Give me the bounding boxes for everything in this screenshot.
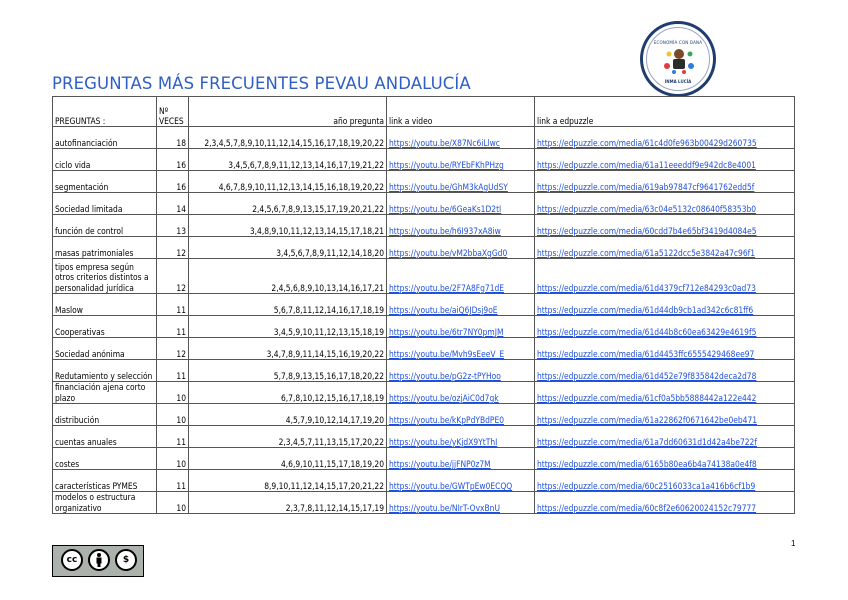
edpuzzle-link[interactable]: https://edpuzzle.com/media/61cf0a5bb5888442a122e442 [535, 382, 795, 404]
video-link[interactable]: https://youtu.be/6GeaKs1D2tI [387, 193, 535, 215]
logo-ring [646, 27, 710, 91]
years-cell: 2,3,4,5,7,8,9,10,11,12,14,15,16,17,18,19,20,22 [189, 127, 387, 149]
header-count-line2: VECES [159, 116, 184, 126]
header-count [157, 97, 189, 127]
edpuzzle-link[interactable]: https://edpuzzle.com/media/63c04e5132c08640f58353b0 [535, 193, 795, 215]
years-cell: 5,7,8,9,13,15,16,17,18,20,22 [189, 360, 387, 382]
video-link[interactable]: https://youtu.be/yKjdX9YtThI [387, 426, 535, 448]
question-cell: distribución [53, 404, 157, 426]
edpuzzle-link[interactable]: https://edpuzzle.com/media/61d4453ffc6555429468ee97 [535, 338, 795, 360]
table-row [53, 149, 795, 171]
question-cell: autofinanciación [53, 127, 157, 149]
table-row [53, 193, 795, 215]
years-cell: 5,6,7,8,11,12,14,16,17,18,19 [189, 294, 387, 316]
table-row [53, 382, 795, 404]
years-cell: 3,4,5,6,7,8,9,11,12,14,18,20 [189, 237, 387, 259]
table-row [53, 404, 795, 426]
count-cell: 11 [157, 426, 189, 448]
count-cell: 12 [157, 237, 189, 259]
count-cell: 11 [157, 470, 189, 492]
question-cell: Cooperativas [53, 316, 157, 338]
video-link[interactable]: https://youtu.be/Mvh9sEeeV_E [387, 338, 535, 360]
video-link[interactable]: https://youtu.be/6tr7NY0pmJM [387, 316, 535, 338]
question-cell: Sociedad anónima [53, 338, 157, 360]
table-header-row [53, 97, 795, 127]
video-link[interactable]: https://youtu.be/aiQ6JDsj9oE [387, 294, 535, 316]
edpuzzle-link[interactable]: https://edpuzzle.com/media/6165b80ea6b4a74138a0e4f8 [535, 448, 795, 470]
question-cell: características PYMES [53, 470, 157, 492]
video-link[interactable]: https://youtu.be/ozjAiC0d7gk [387, 382, 535, 404]
question-cell: financiación ajena corto plazo [53, 382, 157, 404]
video-link[interactable]: https://youtu.be/GWTpEw0ECQQ [387, 470, 535, 492]
question-cell: ciclo vida [53, 149, 157, 171]
edpuzzle-link[interactable]: https://edpuzzle.com/media/60c8f2e60620024152c79777 [535, 492, 795, 514]
edpuzzle-link[interactable]: https://edpuzzle.com/media/619ab97847cf9641762edd5f [535, 171, 795, 193]
years-cell: 4,6,7,8,9,10,11,12,13,14,15,16,18,19,20,22 [189, 171, 387, 193]
video-link[interactable]: https://youtu.be/RYEbFKhPHzg [387, 149, 535, 171]
years-cell: 2,4,5,6,8,9,10,13,14,16,17,21 [189, 259, 387, 294]
count-cell: 16 [157, 171, 189, 193]
years-cell: 3,4,5,6,7,8,9,11,12,13,14,16,17,19,21,22 [189, 149, 387, 171]
table-row [53, 360, 795, 382]
count-cell: 12 [157, 259, 189, 294]
video-link[interactable]: https://youtu.be/GhM3kAgUdSY [387, 171, 535, 193]
edpuzzle-link[interactable]: https://edpuzzle.com/media/61d4379cf712e84293c0ad73 [535, 259, 795, 294]
noncommercial-icon: $ [115, 549, 137, 571]
edpuzzle-link[interactable]: https://edpuzzle.com/media/61d452e79f835842deca2d78 [535, 360, 795, 382]
edpuzzle-link[interactable]: https://edpuzzle.com/media/61a7dd60631d1d42a4be722f [535, 426, 795, 448]
table-row [53, 470, 795, 492]
logo-top-text: ECONOMÍA CON DANA [653, 40, 703, 45]
question-cell: cuentas anuales [53, 426, 157, 448]
question-cell: costes [53, 448, 157, 470]
video-link[interactable]: https://youtu.be/kKpPdYBdPE0 [387, 404, 535, 426]
years-cell: 8,9,10,11,12,14,15,17,20,21,22 [189, 470, 387, 492]
table-row [53, 294, 795, 316]
count-cell: 12 [157, 338, 189, 360]
count-cell: 13 [157, 215, 189, 237]
count-cell: 10 [157, 404, 189, 426]
page-number: 1 [791, 539, 796, 548]
count-cell: 11 [157, 316, 189, 338]
years-cell: 3,4,8,9,10,11,12,13,14,15,17,18,21 [189, 215, 387, 237]
count-cell: 18 [157, 127, 189, 149]
attribution-icon [88, 549, 110, 571]
years-cell: 3,4,5,9,10,11,12,13,15,18,19 [189, 316, 387, 338]
video-link[interactable]: https://youtu.be/NIrT-OvxBnU [387, 492, 535, 514]
count-cell: 10 [157, 448, 189, 470]
years-cell: 6,7,8,10,12,15,16,17,18,19 [189, 382, 387, 404]
video-link[interactable]: https://youtu.be/X87Nc6iLlwc [387, 127, 535, 149]
table-row [53, 127, 795, 149]
header-edpuzzle: link a edpuzzle [535, 97, 795, 127]
table-row [53, 448, 795, 470]
edpuzzle-link[interactable]: https://edpuzzle.com/media/61a22862f0671642be0eb471 [535, 404, 795, 426]
question-cell: masas patrimoniales [53, 237, 157, 259]
years-cell: 2,3,4,5,7,11,13,15,17,20,22 [189, 426, 387, 448]
question-cell: Sociedad limitada [53, 193, 157, 215]
count-cell: 16 [157, 149, 189, 171]
edpuzzle-link[interactable]: https://edpuzzle.com/media/61a5122dcc5e3842a47c96f1 [535, 237, 795, 259]
header-questions: PREGUNTAS : [53, 97, 157, 127]
count-cell: 11 [157, 294, 189, 316]
video-link[interactable]: https://youtu.be/jjFNP0z7M [387, 448, 535, 470]
years-cell: 2,3,7,8,11,12,14,15,17,19 [189, 492, 387, 514]
page-title: PREGUNTAS MÁS FRECUENTES PEVAU ANDALUCÍA [52, 74, 471, 93]
video-link[interactable]: https://youtu.be/vM2bbaXgGd0 [387, 237, 535, 259]
edpuzzle-link[interactable]: https://edpuzzle.com/media/60c2516033ca1a416b6cf1b9 [535, 470, 795, 492]
table-row [53, 316, 795, 338]
table-row [53, 492, 795, 514]
license-badge [52, 545, 144, 577]
logo-bottom-text: INMA LUCÍA [664, 79, 692, 84]
table-row [53, 426, 795, 448]
questions-table [52, 96, 795, 514]
edpuzzle-link[interactable]: https://edpuzzle.com/media/60cdd7b4e65bf3419d4084e5 [535, 215, 795, 237]
video-link[interactable]: https://youtu.be/2F7A8Fg71dE [387, 259, 535, 294]
table-body [53, 127, 795, 514]
header-video: link a video [387, 97, 535, 127]
table-row [53, 259, 795, 294]
edpuzzle-link[interactable]: https://edpuzzle.com/media/61d44b8c60ea63429e4619f5 [535, 316, 795, 338]
edpuzzle-link[interactable]: https://edpuzzle.com/media/61c4d0fe963b00429d260735 [535, 127, 795, 149]
cc-icon: cc [61, 549, 83, 571]
author-logo [640, 21, 716, 97]
question-cell: segmentación [53, 171, 157, 193]
header-years: año pregunta [189, 97, 387, 127]
table-row [53, 215, 795, 237]
edpuzzle-link[interactable]: https://edpuzzle.com/media/61a11eeeddf9e942dc8e4001 [535, 149, 795, 171]
count-cell: 10 [157, 492, 189, 514]
years-cell: 3,4,7,8,9,11,14,15,16,19,20,22 [189, 338, 387, 360]
years-cell: 4,5,7,9,10,12,14,17,19,20 [189, 404, 387, 426]
count-cell: 10 [157, 382, 189, 404]
question-cell: tipos empresa según otros criterios distintos a personalidad jurídica [53, 259, 157, 294]
question-cell: función de control [53, 215, 157, 237]
years-cell: 2,4,5,6,7,8,9,13,15,17,19,20,21,22 [189, 193, 387, 215]
header-count-line1: Nº [159, 106, 169, 116]
table-row [53, 171, 795, 193]
video-link[interactable]: https://youtu.be/h6I937xA8iw [387, 215, 535, 237]
count-cell: 14 [157, 193, 189, 215]
question-cell: Redutamiento y selección [53, 360, 157, 382]
logo-illustration-icon [661, 46, 697, 76]
question-cell: modelos o estructura organizativo [53, 492, 157, 514]
count-cell: 11 [157, 360, 189, 382]
question-cell: Maslow [53, 294, 157, 316]
table-row [53, 338, 795, 360]
years-cell: 4,6,9,10,11,15,17,18,19,20 [189, 448, 387, 470]
table-row [53, 237, 795, 259]
video-link[interactable]: https://youtu.be/pG2z-tPYHoo [387, 360, 535, 382]
edpuzzle-link[interactable]: https://edpuzzle.com/media/61d44db9cb1ad342c6c81ff6 [535, 294, 795, 316]
